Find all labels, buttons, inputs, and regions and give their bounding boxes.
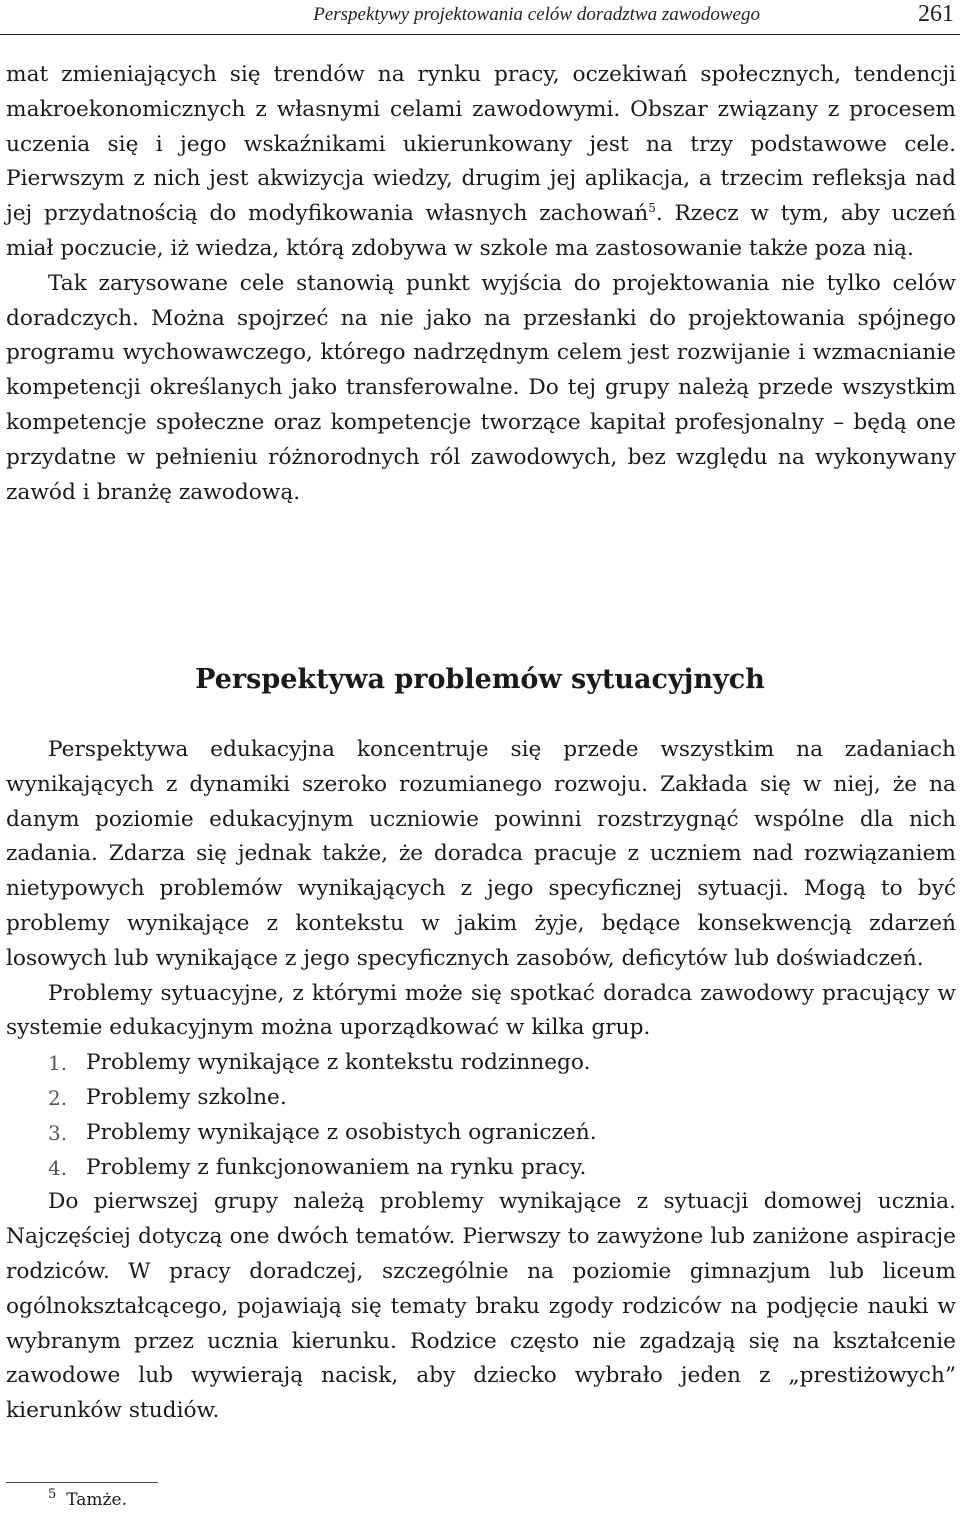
list-item	[6, 1046, 956, 1081]
list-item-text: Problemy z funkcjonowaniem na rynku pracy.	[86, 1154, 587, 1180]
list-item-text: Problemy wynikające z kontekstu rodzinnego.	[86, 1050, 591, 1076]
paragraph-1	[6, 58, 956, 267]
running-title: Perspektywy projektowania celów doradztwa zawodowego	[313, 4, 760, 25]
list-item-text: Problemy wynikające z osobistych ograniczeń.	[86, 1119, 597, 1145]
paragraph-2: Tak zarysowane cele stanowią punkt wyjścia do projektowania nie tylko celów doradczych. Można spojrzeć na nie jako na przesłanki do projektowania spójnego programu wychowawczego, którego nadrzędnym celem jest rozwijanie i wzmacnianie kompetencji określanych jako transferowalne. Do tej grupy należą przede wszystkim kompetencje społeczne oraz kompetencje tworzące kapitał profesjonalny – będą one przydatne w pełnieniu różnorodnych ról zawodowych, bez względu na wykonywany zawód i branżę zawodową.	[6, 270, 956, 505]
footnote-reference: 5	[648, 200, 656, 215]
paragraph-1-part-b: . Rzecz w tym, aby uczeń miał poczucie, iż wiedza, którą zdobywa w szkole ma zastosowanie także poza nią.	[6, 201, 956, 261]
paragraph-3: Perspektywa edukacyjna koncentruje się przede wszystkim na zadaniach wynikających z dynamiki szeroko rozumianego rozwoju. Zakłada się w niej, że na danym poziomie edukacyjnym uczniowie powinni rozstrzygnąć wspólne dla nich zadania. Zdarza się jednak także, że doradca pracuje z uczniem nad rozwiązaniem nietypowych problemów wynikających z jego specyficznej sytuacji. Mogą to być problemy wynikające z kontekstu w jakim żyje, będące konsekwencją zdarzeń losowych lub wynikające z jego specyficznych zasobów, deficytów lub doświadczeń.	[6, 737, 956, 971]
paragraph-5: Do pierwszej grupy należą problemy wynikające z sytuacji domowej ucznia. Najczęściej dotyczą one dwóch tematów. Pierwszy to zawyżone lub zaniżone aspiracje rodziców. W pracy doradczej, szczególnie na poziomie gimnazjum lub liceum ogólnokształcącego, pojawiają się tematy braku zgody rodziców na podjęcie nauki w wybranym przez ucznia kierunku. Rodzice często nie zgadzają się na kształcenie zawodowe lub wywierają nacisk, aby dziecko wybrało jeden z „prestiżowych” kierunków studiów.	[6, 1189, 956, 1424]
running-header	[0, 0, 960, 35]
page-number: 261	[918, 1, 954, 27]
section-heading: Perspektywa problemów sytuacyjnych	[195, 664, 765, 695]
list-item	[6, 1081, 956, 1116]
body-text-top	[6, 58, 956, 510]
body-text-bottom	[6, 733, 956, 1429]
footnote-mark: 5	[48, 1487, 57, 1503]
list-item-number: 3.	[48, 1120, 68, 1145]
paragraph-1-part-a: mat zmieniających się trendów na rynku pracy, oczekiwań społecznych, tendencji makroekonomicznych z własnymi celami zawodowymi. Obszar związany z procesem uczenia się i jego wskaźnikami ukierunkowany jest na trzy podstawowe cele. Pierwszym z nich jest akwizycja wiedzy, drugim jej aplikacja, a trzecim refleksja nad jej przydatnością do modyfikowania własnych zachowań	[6, 62, 956, 227]
list-item-number: 4.	[48, 1155, 68, 1180]
footnote-text: Tamże.	[66, 1490, 127, 1510]
list-item-number: 2.	[48, 1085, 68, 1110]
footnote	[48, 1488, 127, 1512]
list-item	[6, 1151, 956, 1186]
list-item-number: 1.	[48, 1051, 68, 1076]
problem-groups-list	[6, 1046, 956, 1185]
list-item-text: Problemy szkolne.	[86, 1084, 287, 1110]
footnote-divider	[6, 1482, 158, 1483]
list-item	[6, 1116, 956, 1151]
paragraph-4: Problemy sytuacyjne, z którymi może się spotkać doradca zawodowy pracujący w systemie edukacyjnym można uporządkować w kilka grup.	[6, 980, 956, 1041]
